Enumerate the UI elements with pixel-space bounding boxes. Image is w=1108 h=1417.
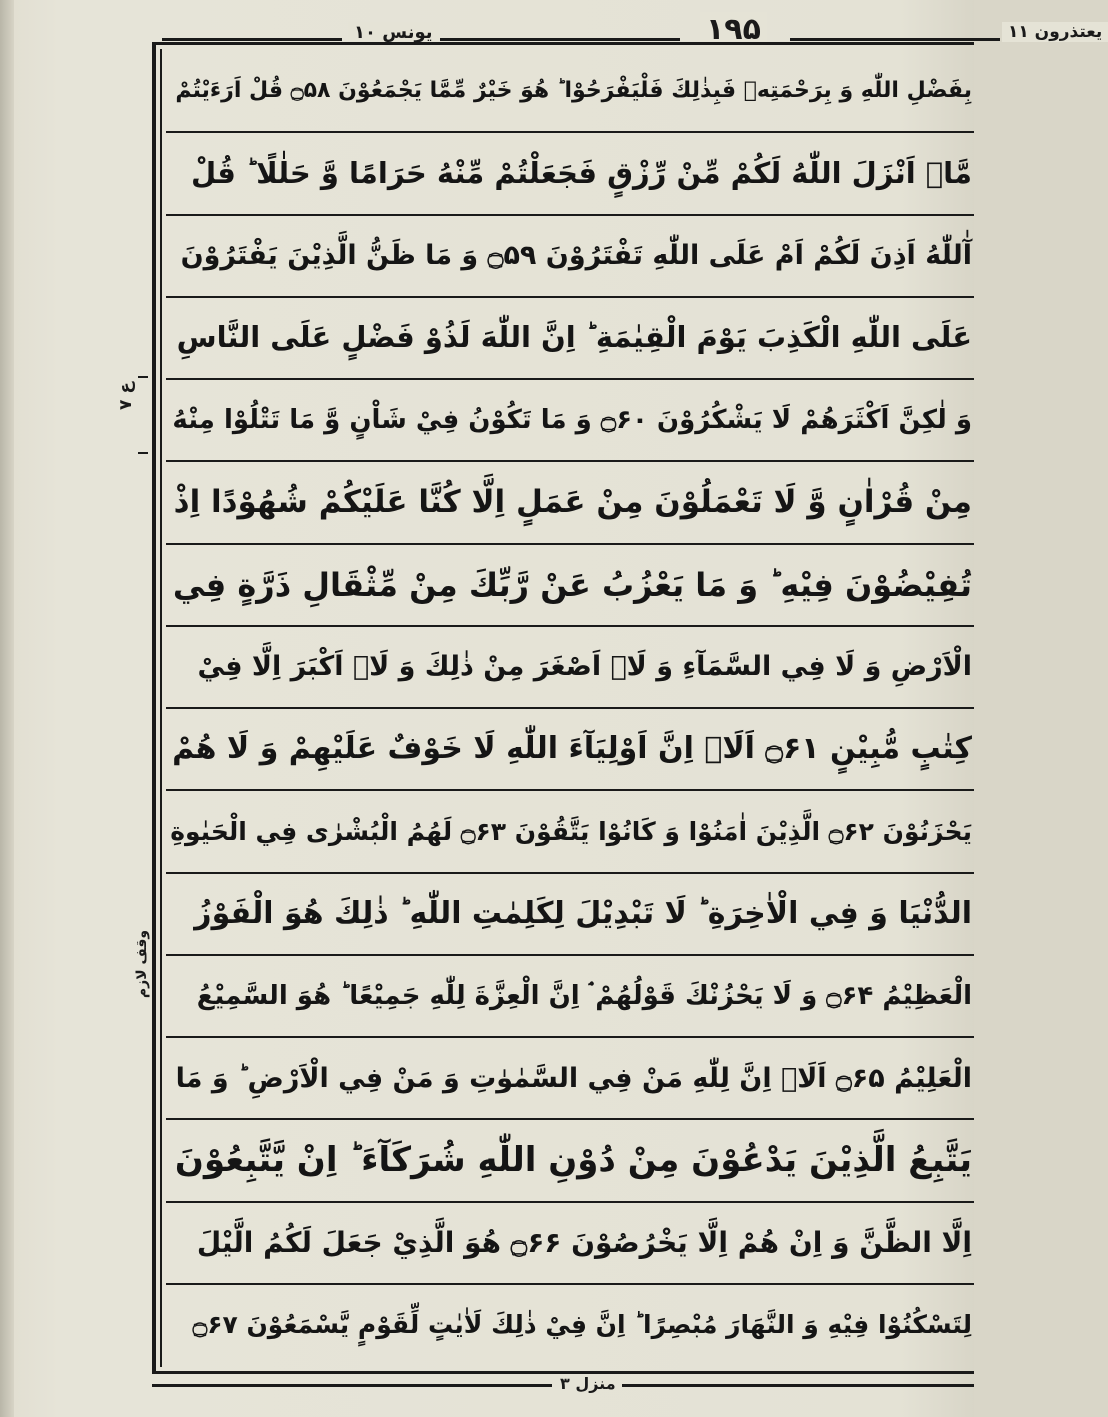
text-line (166, 956, 974, 1038)
line-text: كِتٰبٍ مُّبِيْنٍ ۝۶۱ اَلَاۤ اِنَّ اَوْلِيَآءَ اللّٰهِ لَا خَوْفٌ عَلَيْهِمْ وَ لَا هُمْ (172, 731, 972, 767)
line-text: الْعَلِيْمُ ۝۶۵ اَلَاۤ اِنَّ لِلّٰهِ مَنْ فِي السَّمٰوٰتِ وَ مَنْ فِي الْاَرْضِ ؕ وَ مَا (175, 1062, 972, 1094)
header-rule-middle (440, 38, 680, 41)
manzil-label: منزل ۳ (560, 1374, 616, 1393)
page-footer (152, 1376, 974, 1402)
page-spine (0, 0, 14, 1417)
para-name: یعتذرون ۱۱ (1002, 22, 1108, 42)
text-line (166, 874, 974, 956)
text-line (166, 791, 974, 873)
text-line (166, 1285, 974, 1365)
waqf-marker: وقف لازم (134, 929, 151, 999)
text-line (166, 1038, 974, 1120)
surah-name: یونس ۱۰ (348, 22, 439, 43)
ruku-marker: ع ۷ (115, 382, 136, 410)
text-lines (166, 51, 974, 1365)
text-line (166, 298, 974, 380)
ruku-rule-bottom (138, 452, 148, 454)
text-line (166, 462, 974, 544)
text-line (166, 133, 974, 215)
header-rule-left (162, 38, 342, 41)
text-line (166, 709, 974, 791)
header-rule-right (790, 38, 1000, 41)
text-line (166, 545, 974, 627)
line-text: آٰللّٰهُ اَذِنَ لَكُمْ اَمْ عَلَى اللّٰهِ تَفْتَرُوْنَ ۝۵۹ وَ مَا ظَنُّ الَّذِيْنَ يَفْتَرُوْنَ (180, 240, 972, 272)
text-frame (152, 42, 974, 1374)
line-text: اِلَّا الظَّنَّ وَ اِنْ هُمْ اِلَّا يَخْرُصُوْنَ ۝۶۶ هُوَ الَّذِيْ جَعَلَ لَكُمُ الَّيْلَ (196, 1225, 972, 1259)
line-text: الْعَظِيْمُ ۝۶۴ وَ لَا يَحْزُنْكَ قَوْلُهُمْ ۘ اِنَّ الْعِزَّةَ لِلّٰهِ جَمِيْعًا ؕ هُوَ السَّمِيْعُ (196, 980, 972, 1011)
page-number: ۱۹۵ (700, 12, 767, 47)
line-text: عَلَى اللّٰهِ الْكَذِبَ يَوْمَ الْقِيٰمَةِ ؕ اِنَّ اللّٰهَ لَذُوْ فَضْلٍ عَلَى النَّاسِ (176, 320, 972, 355)
line-text: مَّاۤ اَنْزَلَ اللّٰهُ لَكُمْ مِّنْ رِّزْقٍ فَجَعَلْتُمْ مِّنْهُ حَرَامًا وَّ حَلٰلًا ؕ قُلْ (191, 155, 972, 190)
text-line (166, 1120, 974, 1202)
line-text: يَحْزَنُوْنَ ۝۶۲ الَّذِيْنَ اٰمَنُوْا وَ كَانُوْا يَتَّقُوْنَ ۝۶۳ لَهُمُ الْبُشْرٰى فِي الْحَيٰوةِ (170, 816, 972, 846)
footer-rule-right (622, 1384, 974, 1387)
line-text: يَتَّبِعُ الَّذِيْنَ يَدْعُوْنَ مِنْ دُوْنِ اللّٰهِ شُرَكَآءَ ؕ اِنْ يَّتَّبِعُوْنَ (174, 1140, 972, 1181)
line-text: الدُّنْيَا وَ فِي الْاٰخِرَةِ ؕ لَا تَبْدِيْلَ لِكَلِمٰتِ اللّٰهِ ؕ ذٰلِكَ هُوَ الْفَوْزُ (194, 895, 972, 931)
footer-rule-left (152, 1384, 552, 1387)
line-text: تُفِيْضُوْنَ فِيْهِ ؕ وَ مَا يَعْزُبُ عَنْ رَّبِّكَ مِنْ مِّثْقَالِ ذَرَّةٍ فِي (172, 565, 972, 604)
text-line (166, 380, 974, 462)
text-line (166, 216, 974, 298)
text-line (166, 1203, 974, 1285)
line-text: مِنْ قُرْاٰنٍ وَّ لَا تَعْمَلُوْنَ مِنْ عَمَلٍ اِلَّا كُنَّا عَلَيْكُمْ شُهُوْدًا اِذْ (173, 483, 972, 520)
text-line (166, 627, 974, 709)
line-text: الْاَرْضِ وَ لَا فِي السَّمَآءِ وَ لَاۤ اَصْغَرَ مِنْ ذٰلِكَ وَ لَاۤ اَكْبَرَ اِلَّا فِيْ (197, 651, 972, 683)
ruku-rule-top (138, 376, 148, 378)
line-text: بِفَضْلِ اللّٰهِ وَ بِرَحْمَتِهٖ فَبِذٰلِكَ فَلْيَفْرَحُوْا ؕ هُوَ خَيْرٌ مِّمَّا يَجْمَعُوْنَ ۝۵۸ قُلْ اَرَءَيْتُمْ (175, 78, 972, 104)
text-line (166, 51, 974, 133)
line-text: وَ لٰكِنَّ اَكْثَرَهُمْ لَا يَشْكُرُوْنَ ۝۶۰ وَ مَا تَكُوْنُ فِيْ شَاْنٍ وَّ مَا تَتْلُوْا مِنْهُ (172, 405, 972, 436)
line-text: لِتَسْكُنُوْا فِيْهِ وَ النَّهَارَ مُبْصِرًا ؕ اِنَّ فِيْ ذٰلِكَ لَاٰيٰتٍ لِّقَوْمٍ يَّسْمَعُوْنَ ۝۶۷ (192, 1310, 972, 1340)
